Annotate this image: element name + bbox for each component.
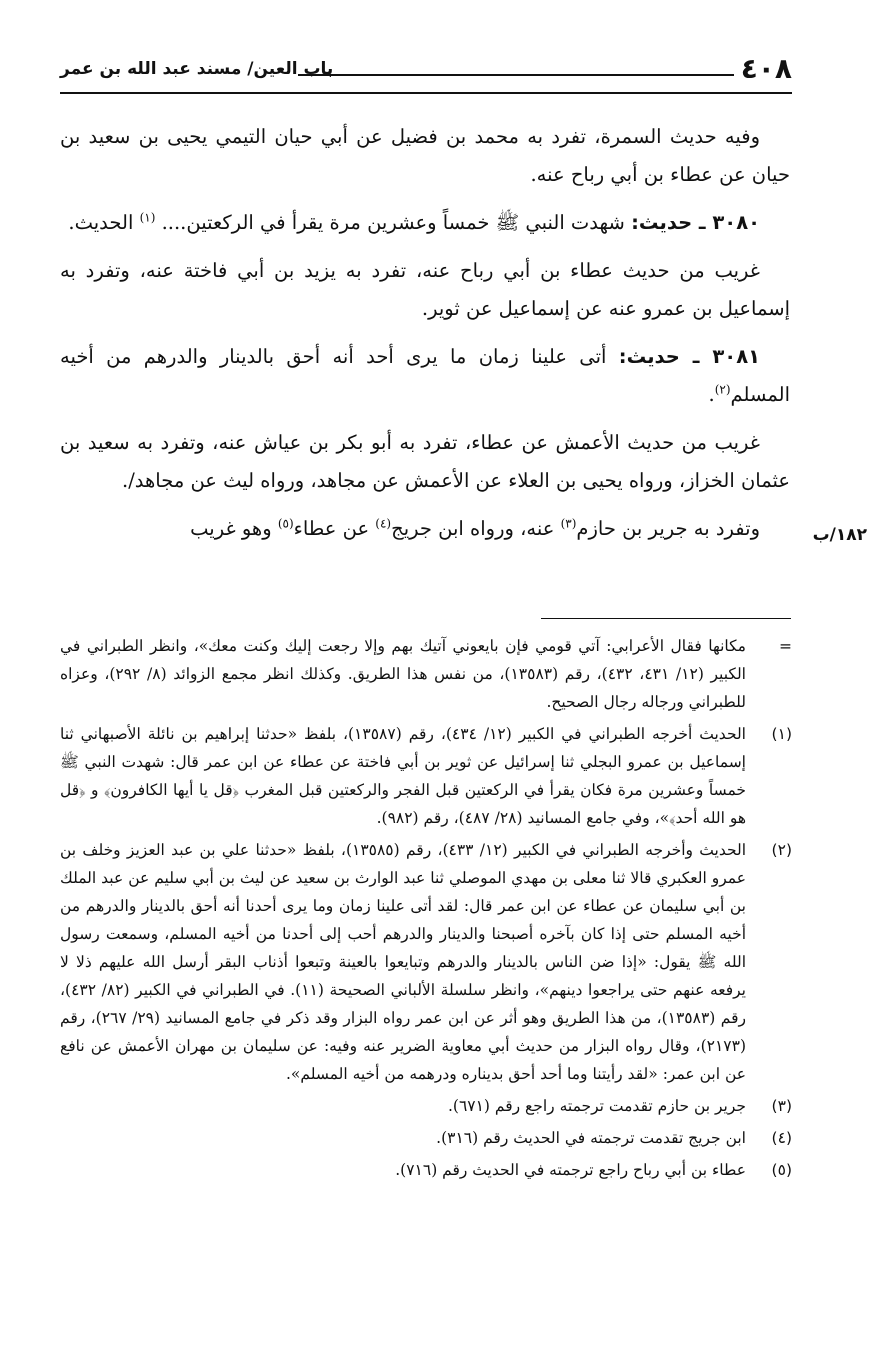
hadith-3080-tail: الحديث. [68, 211, 140, 234]
hadith-3081-text: أتى علينا زمان ما يرى أحد أنه أحق بالدينار والدرهم من أخيه المسلم [60, 345, 790, 406]
paragraph-1: وفيه حديث السمرة، تفرد به محمد بن فضيل عن أبي حيان التيمي يحيى بن سعيد بن حيان عن عطاء بن أبي رباح عنه. [60, 125, 790, 186]
footnote-number: (٤) [771, 1129, 792, 1147]
footnote-number: (١) [771, 725, 792, 743]
page-number: ٤٠٨ [740, 52, 792, 85]
header-dash-line [298, 74, 734, 76]
paragraph-6-c: عن عطاء [293, 517, 376, 540]
paragraph-3: غريب من حديث عطاء بن أبي رباح عنه، تفرد به يزيد بن أبي فاختة عنه، وتفرد به إسماعيل بن عمرو عنه عن إسماعيل عن ثوير. [60, 259, 790, 320]
hadith-3080-text: شهدت النبي ﷺ خمساً وعشرين مرة يقرأ في الركعتين.... [155, 211, 632, 234]
footnote-text: الحديث أخرجه الطبراني في الكبير (١٢/ ٤٣٤)، رقم (١٣٥٨٧)، بلفظ «حدثنا إبراهيم بن نائلة الأصبهاني ثنا إسماعيل بن عمرو البجلي ثنا إسرائيل عن ثوير بن أبي فاختة عن عطاء عن ابن عمر قال: شهدت النبي ﷺ خمساً وعشرين مرة فكان يقرأ في الركعتين قبل الفجر والركعتين قبل المغرب ﴿قل يا أيها الكافرون﴾ و ﴿قل هو الله أحد﴾»، وفي جامع المسانيد (٢٨/ ٤٨٧)، رقم (٩٨٢). [60, 725, 746, 827]
footnote-continuation [60, 632, 792, 716]
footnote-number: (٢) [771, 841, 792, 859]
footnote-2 [60, 836, 792, 1088]
hadith-3081-lead: ٣٠٨١ ـ حديث: [618, 345, 760, 368]
footnote-text: ابن جريج تقدمت ترجمته في الحديث رقم (٣١٦). [436, 1129, 746, 1147]
main-text [60, 118, 790, 558]
header-rule [60, 92, 792, 94]
page-header [60, 52, 792, 86]
footnote-number: (٣) [771, 1097, 792, 1115]
footnote-text: عطاء بن أبي رباح راجع ترجمته في الحديث رقم (٧١٦). [395, 1161, 746, 1179]
footnote-ref-2[interactable]: (٢) [714, 382, 731, 397]
footnote-ref-4[interactable]: (٤) [375, 516, 392, 531]
hadith-3081 [60, 338, 790, 414]
paragraph-6-b: عنه، ورواه ابن جريج [391, 517, 561, 540]
footnotes-section [60, 632, 792, 1188]
footnote-1 [60, 720, 792, 832]
hadith-3081-tail: . [708, 383, 715, 406]
footnote-number: (٥) [771, 1161, 792, 1179]
footnote-separator [541, 618, 791, 619]
paragraph-6-a: وتفرد به جرير بن حازم [576, 517, 760, 540]
hadith-3080 [60, 204, 790, 242]
footnote-text: الحديث وأخرجه الطبراني في الكبير (١٢/ ٤٣٣)، رقم (١٣٥٨٥)، بلفظ «حدثنا علي بن عبد العزيز وخلف بن عمرو العكبري قالا ثنا معلى بن مهدي الموصلي ثنا عبد الوارث بن سعيد عن ليث بن أبي سليم عن عبد الملك بن أبي سليمان عن عطاء عن ابن عمر قال: لقد أتى علينا زمان وما يرى أحدنا أنه أحق بالدينار والدرهم من أخيه المسلم حتى إذا كان بآخره أصبحنا والدينار والدرهم أحب إلى أحدنا من أخيه المسلم، وسمعت رسول الله ﷺ يقول: «إذا ضن الناس بالدينار والدرهم وتبايعوا بالعينة وتبعوا أذناب البقر أرسل الله عليهم ذلا لا يرفعه عنهم حتى يراجعوا دينهم»، وانظر سلسلة الألباني الصحيحة (١١). في الطبراني في الكبير (٨٢/ ٤٣٢)، رقم (١٣٥٨٣)، من هذا الطريق وهو أثر عن ابن عمر رواه البزار وقد ذكر في جامع المسانيد (٢٩/ ٢٦٧)، رقم (٢١٧٣)، وقال رواه البزار من حديث أبي معاوية الضرير عنه وفيه: عن سليمان بن مهران الأعمش عن نافع عن ابن عمر: «لقد رأيتنا وما أحد أحق بديناره ودرهمه من أخيه المسلم». [60, 841, 747, 1083]
footnote-ref-3[interactable]: (٣) [560, 516, 577, 531]
footnote-text: مكانها فقال الأعرابي: آتي قومي فإن بايعوني آتيك بهم وإلا رجعت إليك وكنت معك»، وانظر الطبراني في الكبير (١٢/ ٤٣١، ٤٣٢)، رقم (١٣٥٨٣)، من نفس هذا الطريق. وكذلك انظر مجمع الزوائد (٨/ ٢٩٢)، وعزاه للطبراني ورجاله رجال الصحيح. [60, 637, 746, 711]
footnote-text: جرير بن حازم تقدمت ترجمته راجع رقم (٦٧١). [447, 1097, 746, 1115]
paragraph-6 [60, 510, 790, 548]
paragraph-6-d: وهو غريب [190, 517, 278, 540]
manuscript-folio-note: ١٨٢/ب [812, 525, 867, 545]
running-title: باب العين/ مسند عبد الله بن عمر [60, 59, 334, 79]
footnote-ref-1[interactable]: (١) [139, 210, 156, 225]
footnote-4 [60, 1124, 792, 1152]
paragraph-5: غريب من حديث الأعمش عن عطاء، تفرد به أبو بكر بن عياش عنه، وتفرد به سعيد بن عثمان الخزاز، ورواه يحيى بن العلاء عن الأعمش عن مجاهد، ورواه ليث عن مجاهد/. [60, 431, 790, 492]
hadith-3080-lead: ٣٠٨٠ ـ حديث: [631, 211, 760, 234]
footnote-number: = [779, 637, 792, 655]
footnote-3 [60, 1092, 792, 1120]
footnote-ref-5[interactable]: (٥) [277, 516, 294, 531]
footnote-5 [60, 1156, 792, 1184]
